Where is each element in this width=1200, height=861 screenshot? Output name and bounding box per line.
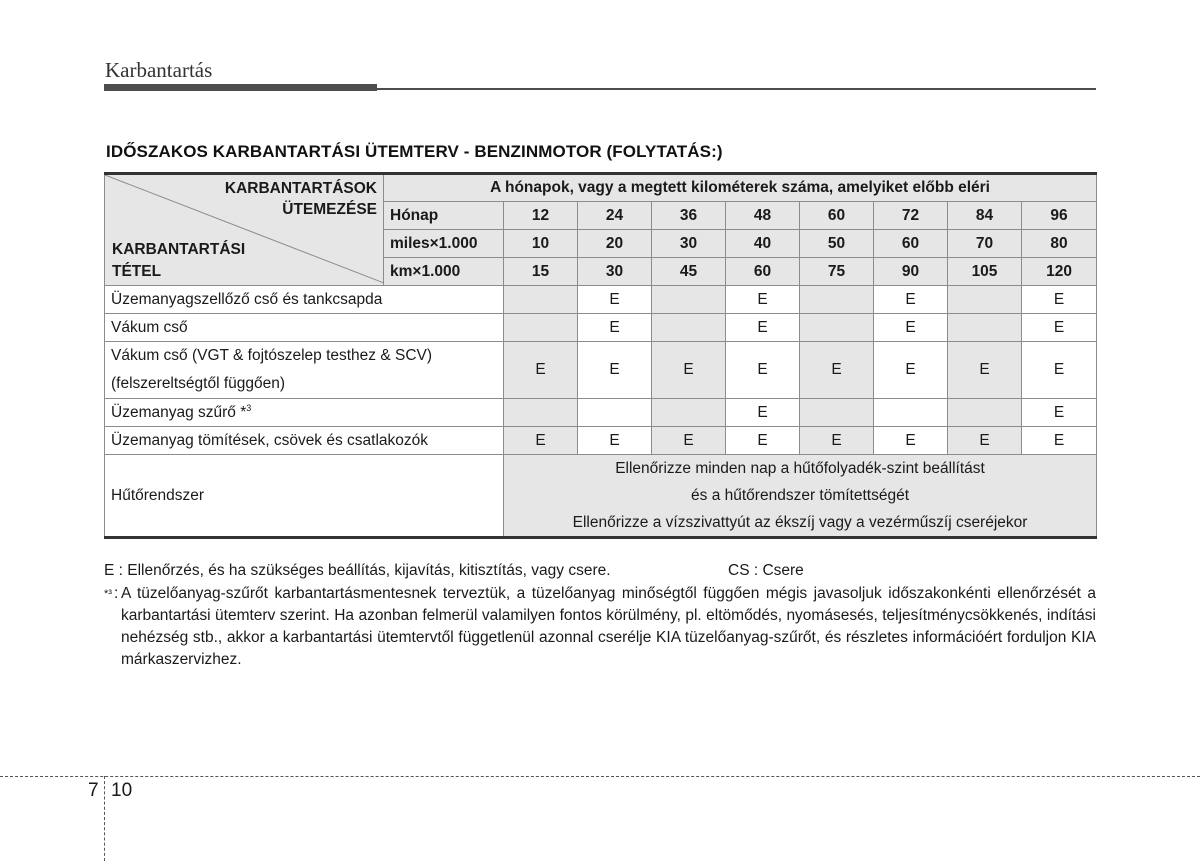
interval-value: 70 [948,230,1022,258]
schedule-cell [874,399,948,427]
corner-bottom-line-2: TÉTEL [112,263,162,280]
legend-cs-note: CS : Csere [728,562,804,579]
schedule-cell [948,286,1022,314]
schedule-cell: E [1022,286,1097,314]
table-row-coolant [105,455,1097,538]
schedule-cell: E [726,399,800,427]
item-name: Hűtőrendszer [105,455,504,538]
coolant-instructions [504,455,1097,538]
schedule-cell: E [800,427,874,455]
coolant-line-2: és a hűtőrendszer tömítettségét [691,487,910,504]
item-name [105,399,504,427]
schedule-cell: E [504,427,578,455]
interval-value: 80 [1022,230,1097,258]
header-bar-thin [377,88,1096,90]
table-row [105,286,1097,314]
schedule-cell [948,314,1022,342]
schedule-cell [504,314,578,342]
schedule-cell: E [504,342,578,399]
corner-bottom-line-1: KARBANTARTÁSI [112,241,246,258]
interval-value: 20 [578,230,652,258]
corner-bottom-label [112,239,245,283]
interval-value: 10 [504,230,578,258]
item-name-line-1: Vákum cső (VGT & fojtószelep testhez & SCV) [111,347,433,364]
interval-value: 36 [652,202,726,230]
interval-value: 48 [726,202,800,230]
item-name-text: Üzemanyag szűrő * [111,404,247,422]
item-name: Üzemanyag tömítések, csövek és csatlakozók [105,427,504,455]
schedule-cell [948,399,1022,427]
interval-value: 72 [874,202,948,230]
interval-value: 24 [578,202,652,230]
footnote-3 [104,583,1096,671]
schedule-cell: E [874,342,948,399]
schedule-cell: E [1022,342,1097,399]
schedule-cell [652,399,726,427]
legend-e-note: E : Ellenőrzés, és ha szükséges beállítás, kijavítás, kitisztítás, vagy csere. [104,562,611,579]
schedule-cell: E [726,427,800,455]
schedule-cell: E [652,427,726,455]
interval-value: 105 [948,258,1022,286]
interval-value: 120 [1022,258,1097,286]
schedule-cell: E [874,314,948,342]
interval-value: 60 [874,230,948,258]
schedule-cell [652,314,726,342]
corner-top-line-1: KARBANTARTÁSOK [224,180,377,197]
schedule-cell: E [874,286,948,314]
schedule-cell: E [726,286,800,314]
footnote-3-text: A tüzelőanyag-szűrőt karbantartásmentesnek terveztük, a tüzelőanyag minőségtől függően mégis javasoljuk időszakonkénti ellenőrzését a karbantartási ütemterv szerint. Ha azonban felmerül valamilyen fontos körülmény, pl. eltömődés, nyomásesés, teljesítménycsökkenés, indítási nehézség stb., akkor a karbantartási ütemtervtől függetlenül azonnal cserélje KIA tüzelőanyag-szűrőt, és részletes információért forduljon KIA márkaszervizhez. [121,585,1096,668]
schedule-cell: E [1022,427,1097,455]
schedule-cell [504,399,578,427]
table-row [105,427,1097,455]
schedule-cell [800,399,874,427]
schedule-cell: E [800,342,874,399]
schedule-cell: E [948,342,1022,399]
schedule-cell: E [578,427,652,455]
table-row [105,342,1097,399]
header-title: Karbantartás [105,58,213,82]
interval-value: 60 [726,258,800,286]
schedule-cell [800,314,874,342]
interval-value: 75 [800,258,874,286]
item-name-line-2: (felszereltségtől függően) [111,375,286,392]
unit-label: Hónap [384,202,504,230]
interval-value: 15 [504,258,578,286]
schedule-cell [504,286,578,314]
coolant-line-1: Ellenőrizze minden nap a hűtőfolyadék-szint beállítást [615,460,985,477]
schedule-cell: E [578,286,652,314]
interval-value: 84 [948,202,1022,230]
interval-value: 30 [652,230,726,258]
item-name: Üzemanyagszellőző cső és tankcsapda [105,286,504,314]
section-title: IDŐSZAKOS KARBANTARTÁSI ÜTEMTERV - BENZINMOTOR (FOLYTATÁS:) [106,142,723,161]
schedule-cell: E [726,314,800,342]
coolant-line-3: Ellenőrizze a vízszivattyút az ékszíj vagy a vezérműszíj cseréjekor [572,514,1028,531]
schedule-cell: E [1022,399,1097,427]
schedule-cell [578,399,652,427]
corner-top-line-2: ÜTEMEZÉSE [282,201,377,218]
schedule-cell: E [578,342,652,399]
footnote-3-mark: *³ [104,588,112,600]
interval-value: 30 [578,258,652,286]
unit-label: km×1.000 [384,258,504,286]
schedule-cell: E [1022,314,1097,342]
header-bar-thick [104,84,377,91]
footer-divider [0,776,1200,777]
item-name [105,342,504,399]
schedule-cell [652,286,726,314]
interval-header-row [105,174,1097,202]
corner-header-cell [105,174,384,286]
interval-value: 96 [1022,202,1097,230]
schedule-cell [800,286,874,314]
schedule-cell: E [726,342,800,399]
schedule-cell: E [874,427,948,455]
footnote-marker: 3 [246,402,252,413]
corner-top-label [225,178,377,220]
interval-header: A hónapok, vagy a megtett kilométerek száma, amelyiket előbb eléri [384,174,1097,202]
interval-value: 45 [652,258,726,286]
maintenance-schedule-table [104,172,1097,539]
interval-value: 90 [874,258,948,286]
page-number: 10 [111,780,133,801]
unit-label: miles×1.000 [384,230,504,258]
table-row [105,399,1097,427]
interval-value: 50 [800,230,874,258]
interval-value: 40 [726,230,800,258]
footer-vertical-divider [104,776,105,861]
table-row [105,314,1097,342]
schedule-cell: E [948,427,1022,455]
schedule-cell: E [578,314,652,342]
item-name: Vákum cső [105,314,504,342]
chapter-number: 7 [88,780,99,801]
footnote-3-colon: : [114,585,119,602]
interval-value: 12 [504,202,578,230]
interval-value: 60 [800,202,874,230]
schedule-cell: E [652,342,726,399]
